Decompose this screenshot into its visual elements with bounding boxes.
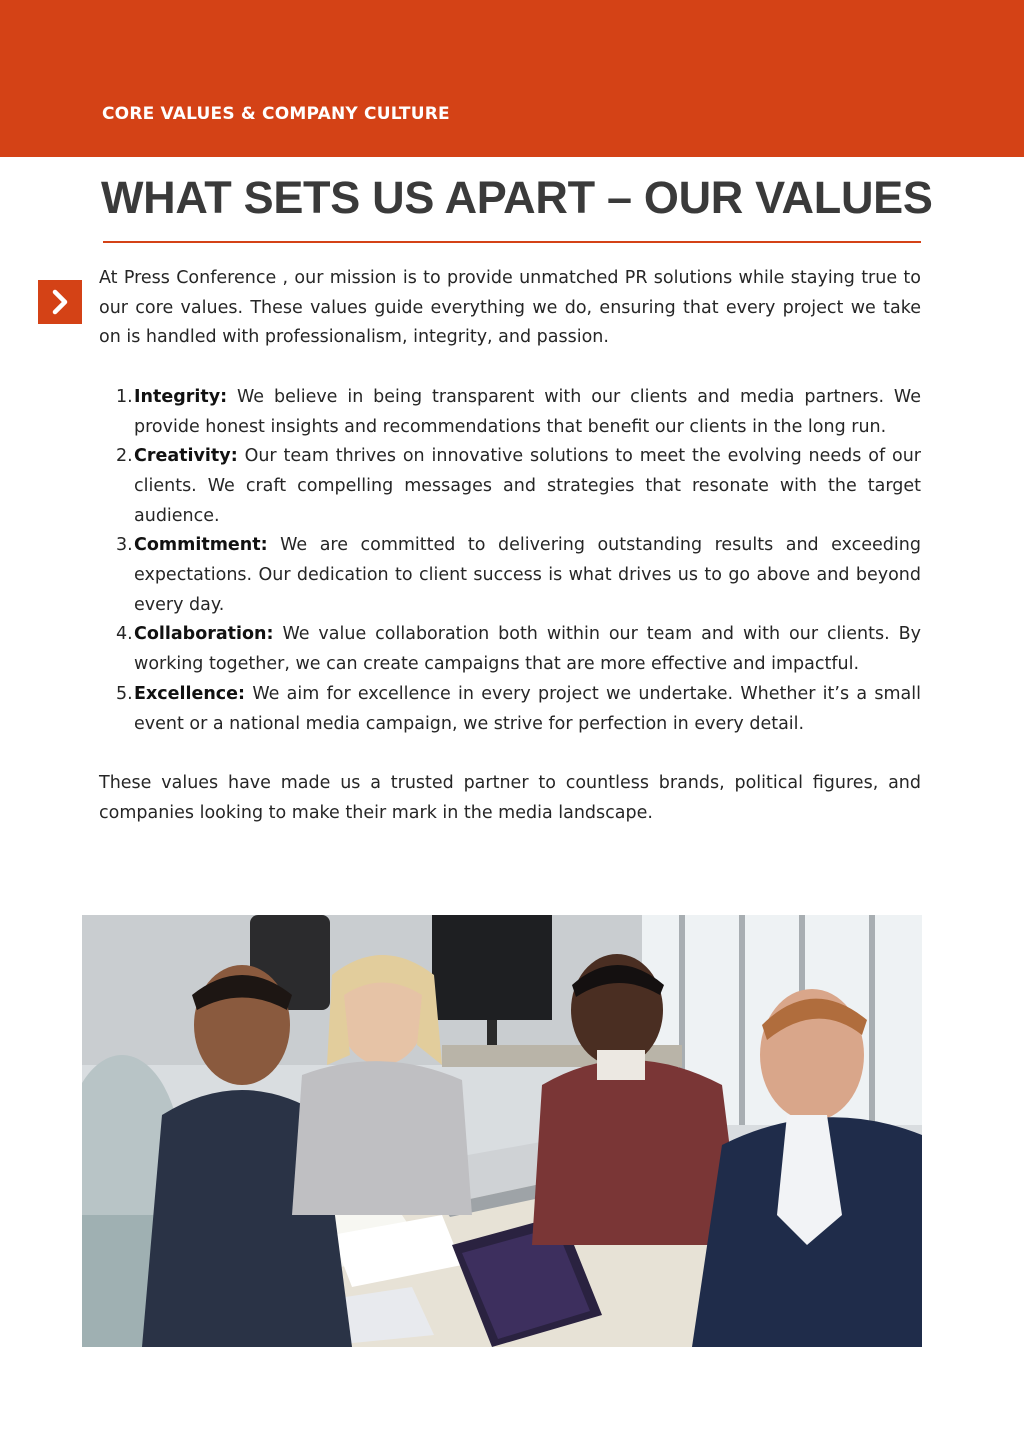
- list-number: 3.: [116, 535, 133, 556]
- value-name: Collaboration:: [134, 624, 274, 645]
- header-band: [0, 0, 1024, 157]
- intro-paragraph: At Press Conference , our mission is to provide unmatched PR solutions while staying true to our core values. These values guide everything we do, ensuring that every project we take on is handled with professionalism, integrity, and passion.: [99, 268, 921, 348]
- list-item: [99, 442, 921, 531]
- list-item: [99, 531, 921, 620]
- value-name: Commitment:: [134, 535, 268, 556]
- list-number: 1.: [116, 386, 133, 407]
- value-name: Integrity:: [134, 386, 228, 407]
- list-number: 4.: [116, 624, 133, 645]
- value-text: We aim for excellence in every project we undertake. Whether it’s a small event or a national media campaign, we strive for perfection in every detail.: [134, 683, 921, 734]
- list-item: [99, 620, 921, 679]
- value-text: We value collaboration both within our team and with our clients. By working together, we can create campaigns that are more effective and impactful.: [134, 624, 921, 675]
- value-name: Excellence:: [134, 683, 246, 704]
- list-number: 2.: [116, 446, 133, 467]
- section-label: CORE VALUES & COMPANY CULTURE: [102, 104, 450, 124]
- value-text: We believe in being transparent with our clients and media partners. We provide honest insights and recommendations that benefit our clients in the long run.: [134, 386, 921, 437]
- values-list: [99, 383, 921, 739]
- chevron-right-icon: [38, 280, 82, 324]
- value-text: Our team thrives on innovative solutions to meet the evolving needs of our clients. We craft compelling messages and strategies that resonate with the target audience.: [134, 446, 921, 526]
- team-meeting-photo: [82, 915, 922, 1347]
- value-text: We are committed to delivering outstanding results and exceeding expectations. Our dedication to client success is what drives us to go above and beyond every day.: [134, 535, 921, 615]
- body-content: [99, 264, 921, 828]
- value-name: Creativity:: [134, 446, 238, 467]
- title-divider: [103, 241, 921, 243]
- page-title: WHAT SETS US APART – OUR VALUES: [101, 172, 933, 223]
- closing-paragraph: These values have made us a trusted partner to countless brands, political figures, and companies looking to make their mark in the media landscape.: [99, 772, 921, 823]
- list-item: [99, 383, 921, 442]
- list-item: [99, 680, 921, 739]
- list-number: 5.: [116, 683, 133, 704]
